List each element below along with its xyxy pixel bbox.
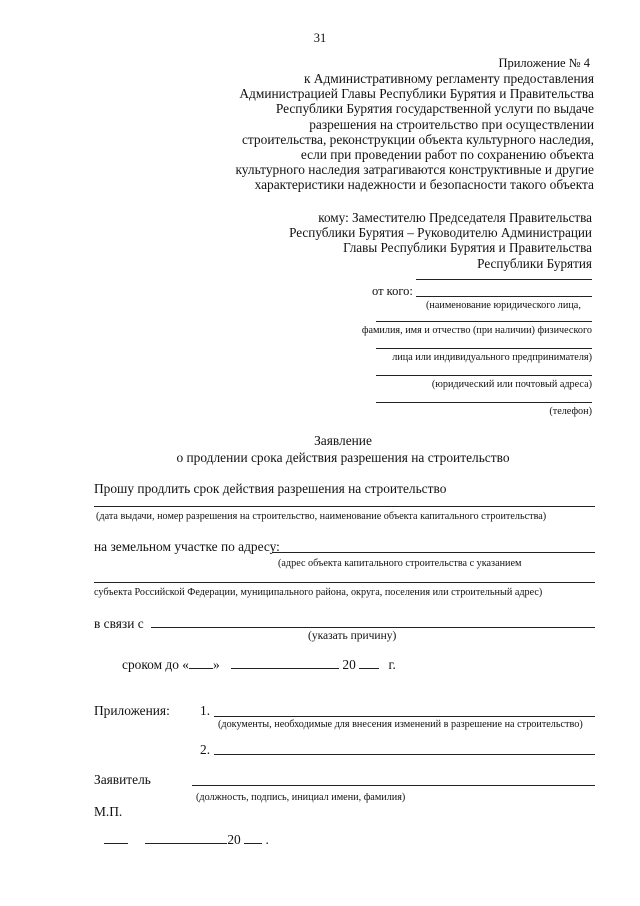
date-year-prefix: 20	[227, 832, 241, 847]
stamp-place: М.П.	[94, 804, 123, 819]
term-row	[122, 657, 396, 673]
appendix-line: Республики Бурятия государственной услуги по выдаче	[275, 101, 594, 117]
sender-label: от кого:	[372, 284, 413, 298]
sender-line-3[interactable]	[376, 348, 592, 349]
appendix-line: разрешения на строительство при осуществлении	[309, 116, 594, 132]
appendix-line: если при проведении работ по сохранению объекта	[300, 147, 594, 163]
sender-line-2[interactable]	[376, 321, 592, 322]
sender-line-0[interactable]	[416, 279, 592, 280]
land-address-hint-2: субъекта Российской Федерации, муниципального района, округа, поселения или строительный адрес)	[94, 587, 543, 598]
attachment-number: 1.	[200, 703, 211, 718]
sender-hint: (наименование юридического лица,	[426, 300, 581, 311]
attachment-1-hint: (документы, необходимые для внесения изменений в разрешение на строительство)	[218, 719, 583, 730]
applicant-label: Заявитель	[94, 772, 151, 787]
sender-hint: (телефон)	[549, 406, 592, 417]
date-year-field[interactable]	[244, 843, 262, 844]
term-prefix: сроком до «	[122, 657, 189, 672]
sender-phone-line[interactable]	[376, 402, 592, 403]
addressee-line: Главы Республики Бурятия и Правительства	[343, 240, 592, 256]
reason-label: в связи с	[94, 616, 144, 631]
attachment-number: 2.	[200, 742, 211, 757]
reason-line[interactable]	[151, 627, 595, 628]
attachments-label: Приложения:	[94, 703, 170, 718]
term-year-field[interactable]	[359, 668, 379, 669]
term-year-prefix: 20	[342, 657, 356, 672]
date-day-field[interactable]	[104, 843, 128, 844]
land-address-label: на земельном участке по адресу:	[94, 539, 280, 554]
land-address-line-2[interactable]	[94, 582, 595, 583]
appendix-line: строительства, реконструкции объекта культурного наследия,	[241, 131, 594, 147]
term-day-field[interactable]	[189, 668, 213, 669]
page-number: 31	[313, 31, 327, 45]
land-address-line[interactable]	[272, 552, 595, 553]
applicant-signature-line[interactable]	[192, 785, 595, 786]
applicant-hint: (должность, подпись, инициал имени, фамилия)	[196, 792, 406, 803]
attachment-2-line[interactable]	[214, 754, 595, 755]
term-month-field[interactable]	[231, 668, 339, 669]
addressee-line: кому: Заместителю Председателя Правительства	[318, 210, 592, 225]
attachment-1-line[interactable]	[214, 716, 595, 717]
reason-hint: (указать причину)	[308, 630, 397, 642]
date-row	[104, 832, 269, 848]
appendix-reference	[174, 71, 594, 193]
permit-info-line[interactable]	[94, 506, 595, 507]
document-title: Заявление	[314, 433, 372, 448]
sender-name-line[interactable]	[416, 296, 592, 297]
land-address-hint: (адрес объекта капитального строительства с указанием	[278, 558, 522, 569]
sender-hint: (юридический или почтовый адреса)	[431, 379, 592, 390]
appendix-line: культурного наследия затрагиваются конструктивные и другие	[235, 162, 594, 178]
request-text: Прошу продлить срок действия разрешения на строительство	[94, 481, 447, 496]
appendix-line: Администрацией Главы Республики Бурятия и Правительства	[239, 86, 594, 102]
date-month-field[interactable]	[145, 843, 227, 844]
permit-info-hint: (дата выдачи, номер разрешения на строительство, наименование объекта капитального строительства)	[96, 511, 547, 522]
sender-address-line[interactable]	[376, 375, 592, 376]
appendix-line: характеристики надежности и безопасности такого объекта	[254, 177, 594, 193]
appendix-line: к Административному регламенту предоставления	[303, 71, 594, 86]
addressee-block	[192, 210, 592, 271]
term-quote: »	[212, 657, 220, 672]
date-dot: .	[265, 832, 269, 847]
addressee-line: Республики Бурятия – Руководителю Администрации	[289, 225, 592, 241]
appendix-number: Приложение № 4	[498, 56, 590, 70]
addressee-line: Республики Бурятия	[477, 255, 592, 271]
document-subtitle: о продлении срока действия разрешения на строительство	[176, 450, 510, 465]
sender-hint: фамилия, имя и отчество (при наличии) физического	[361, 325, 592, 336]
term-year-suffix: г.	[388, 657, 396, 672]
sender-hint: лица или индивидуального предпринимателя)	[392, 352, 592, 363]
